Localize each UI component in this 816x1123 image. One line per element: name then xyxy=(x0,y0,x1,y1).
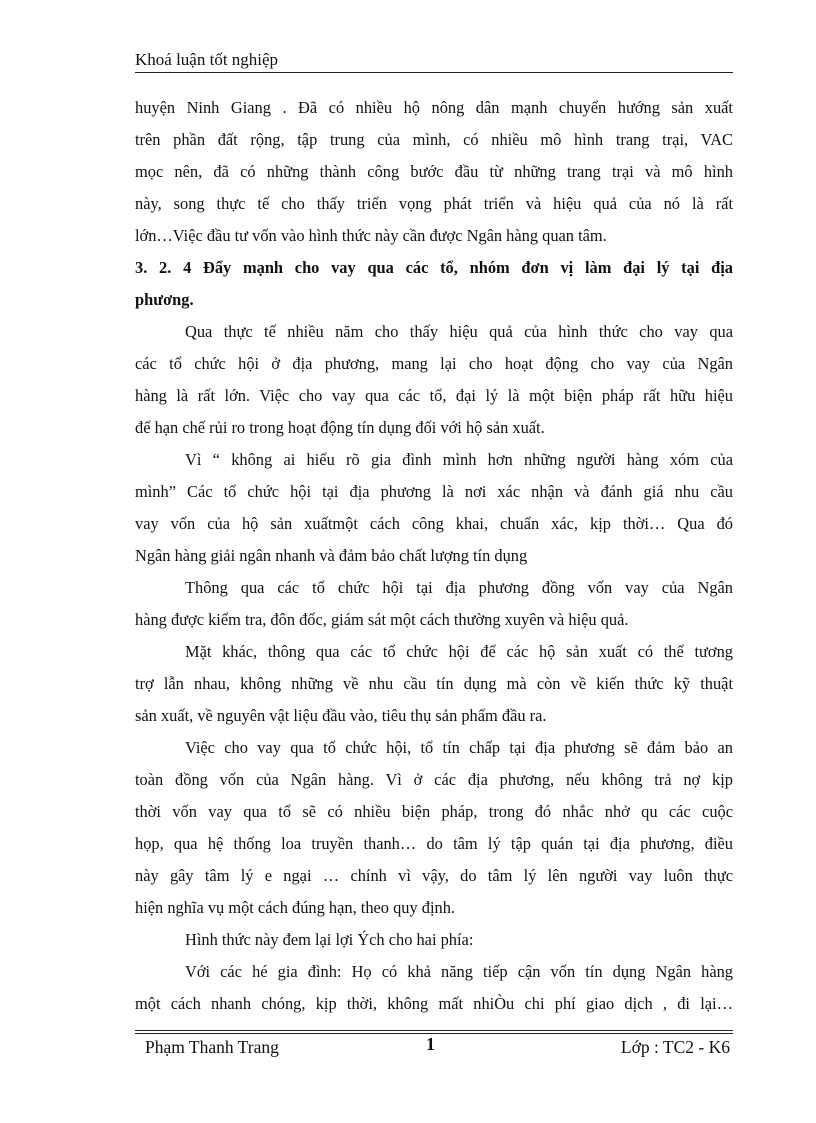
text-line: Ngân hàng giải ngân nhanh và đảm bảo chất lượng tín dụng xyxy=(135,546,528,565)
text-line: hàng được kiểm tra, đôn đốc, giám sát một cách thường xuyên và hiệu quả. xyxy=(135,610,629,629)
footer-rule xyxy=(135,1030,733,1031)
text-line: này gây tâm lý e ngại … chính vì vậy, do tâm lý lên người vay luôn thực xyxy=(135,866,733,885)
section-heading: 3. 2. 4 Đẩy mạnh cho vay qua các tổ, nhóm đơn vị làm đại lý tại địa xyxy=(135,258,733,277)
text-line: này, song thực tế cho thấy triển vọng phát triển và hiệu quả của nó là rất xyxy=(135,194,733,213)
text-line: vay vốn của hộ sản xuấtmột cách công khai, chuẩn xác, kịp thời… Qua đó xyxy=(135,514,733,533)
text-line: Qua thực tế nhiều năm cho thấy hiệu quả của hình thức cho vay qua xyxy=(185,322,733,341)
text-line: Với các hé gia đình: Họ có khả năng tiếp cận vốn tín dụng Ngân hàng xyxy=(185,962,733,981)
text-line: Hình thức này đem lại lợi Ých cho hai phía: xyxy=(185,930,474,949)
document-body xyxy=(135,92,733,1020)
text-line: Vì “ không ai hiểu rõ gia đình mình hơn những người hàng xóm của xyxy=(185,450,733,469)
page-number: 1 xyxy=(426,1034,435,1054)
text-line: hiện nghĩa vụ một cách đúng hạn, theo quy định. xyxy=(135,898,456,917)
text-line: thời vốn vay qua tổ sẽ có nhiều biện pháp, trong đó nhắc nhở qu các cuộc xyxy=(135,802,733,821)
text-line: hàng là rất lớn. Việc cho vay qua các tổ, đại lý là một biện pháp rất hữu hiệu xyxy=(135,386,733,405)
header-title: Khoá luận tốt nghiệp xyxy=(135,50,279,69)
text-line: để hạn chế rủi ro trong hoạt động tín dụng đối với hộ sản xuất. xyxy=(135,418,545,437)
text-line: huyện Ninh Giang . Đã có nhiều hộ nông dân mạnh chuyển hướng sản xuất xyxy=(135,98,733,117)
text-line: Việc cho vay qua tổ chức hội, tổ tín chấp tại địa phương sẽ đảm bảo an xyxy=(185,738,733,757)
text-line: các tổ chức hội ở địa phương, mang lại cho hoạt động cho vay của Ngân xyxy=(135,354,733,373)
text-line: lớn…Việc đầu tư vốn vào hình thức này cần được Ngân hàng quan tâm. xyxy=(135,226,607,245)
text-line: mọc nên, đã có những thành công bước đầu từ những trang trại và mô hình xyxy=(135,162,733,181)
text-line: Mặt khác, thông qua các tổ chức hội để các hộ sản xuất có thể tương xyxy=(185,642,733,661)
text-line: sản xuất, về nguyên vật liệu đầu vào, tiêu thụ sản phẩm đầu ra. xyxy=(135,706,547,725)
text-line: họp, qua hệ thống loa truyền thanh… do tâm lý tập quán tại địa phương, điều xyxy=(135,834,733,853)
text-line: toàn đồng vốn của Ngân hàng. Vì ở các địa phương, nếu không trả nợ kịp xyxy=(135,770,733,789)
footer-author: Phạm Thanh Trang xyxy=(145,1037,279,1057)
section-heading-continued: phương. xyxy=(135,290,194,309)
footer-class: Lớp : TC2 - K6 xyxy=(620,1037,730,1057)
text-line: mình” Các tổ chức hội tại địa phương là nơi xác nhận và đánh giá nhu cầu xyxy=(135,482,733,501)
page-header xyxy=(135,48,733,73)
text-line: trợ lẫn nhau, không những về nhu cầu tín dụng mà còn về kiến thức kỹ thuật xyxy=(135,674,733,693)
text-line: trên phần đất rộng, tập trung của mình, có nhiều mô hình trang trại, VAC xyxy=(135,130,733,149)
text-line: Thông qua các tổ chức hội tại địa phương đồng vốn vay của Ngân xyxy=(185,578,733,597)
text-line: một cách nhanh chóng, kịp thời, không mất nhiÒu chi phí giao dịch , đi lại… xyxy=(135,994,733,1013)
